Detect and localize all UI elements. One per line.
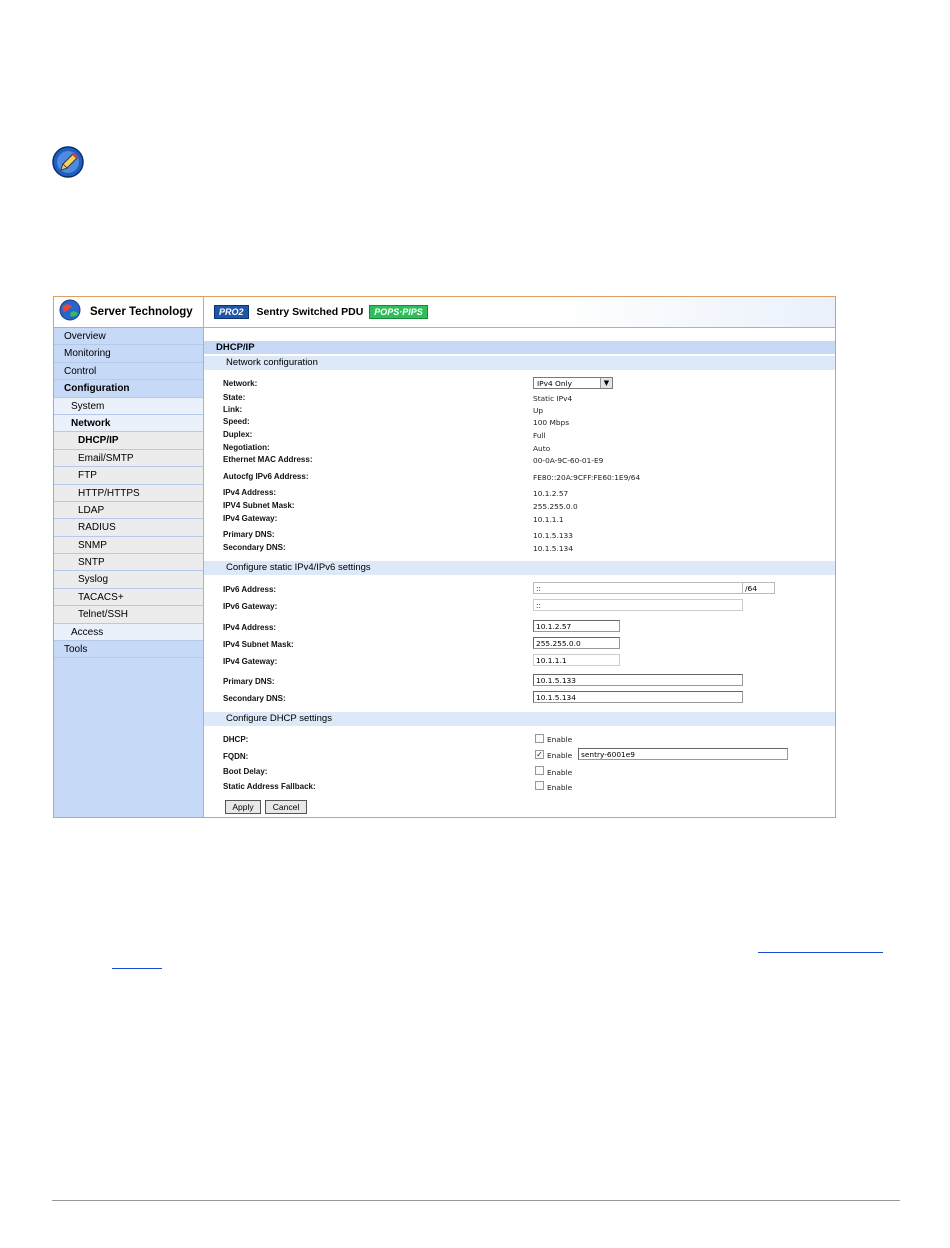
network-config-heading: Network configuration <box>204 356 835 370</box>
status-value: 10.1.2.57 <box>533 489 569 498</box>
ipv4-address-label: IPv4 Address: <box>223 623 277 632</box>
status-label: Autocfg IPv6 Address: <box>223 472 309 481</box>
ipv6-prefix-input[interactable]: /64 <box>742 582 775 594</box>
fqdn-enable-label: Enable <box>547 751 573 760</box>
sidebar-item-dhcp-ip[interactable]: DHCP/IP <box>54 432 203 449</box>
boot-delay-label: Boot Delay: <box>223 767 268 776</box>
fallback-enable-checkbox[interactable] <box>535 781 544 790</box>
sidebar-item-snmp[interactable]: SNMP <box>54 537 203 554</box>
ipv6-gateway-label: IPv6 Gateway: <box>223 602 278 611</box>
apply-button[interactable]: Apply <box>225 800 261 814</box>
sidebar-item-syslog[interactable]: Syslog <box>54 571 203 588</box>
cancel-button[interactable]: Cancel <box>265 800 307 814</box>
sidebar-item-network[interactable]: Network <box>54 415 203 432</box>
status-value: FE80::20A:9CFF:FE60:1E9/64 <box>533 473 641 482</box>
ipv4-gateway-label: IPv4 Gateway: <box>223 657 278 666</box>
sidebar-nav <box>54 328 203 658</box>
dhcp-enable-label: Enable <box>547 735 573 744</box>
status-label: Speed: <box>223 417 250 426</box>
sidebar-item-ftp[interactable]: FTP <box>54 467 203 484</box>
sidebar-item-tools[interactable]: Tools <box>54 641 203 658</box>
product-header <box>204 297 835 328</box>
static-config-heading: Configure static IPv4/IPv6 settings <box>204 561 835 575</box>
fqdn-enable-checkbox[interactable]: ✓ <box>536 750 543 759</box>
main-panel <box>204 297 835 817</box>
sidebar-item-http-https[interactable]: HTTP/HTTPS <box>54 485 203 502</box>
fqdn-input[interactable]: sentry-6001e9 <box>578 748 788 760</box>
sidebar-item-telnet-ssh[interactable]: Telnet/SSH <box>54 606 203 623</box>
product-title: Sentry Switched PDU <box>256 306 364 318</box>
dhcp-enable-checkbox[interactable] <box>535 734 544 743</box>
sidebar-item-overview[interactable]: Overview <box>54 328 203 345</box>
network-label: Network: <box>223 379 258 388</box>
secondary-dns-label: Secondary DNS: <box>223 694 286 703</box>
sidebar-item-ldap[interactable]: LDAP <box>54 502 203 519</box>
footer-divider <box>52 1200 900 1201</box>
ipv6-address-input[interactable]: :: <box>533 582 743 594</box>
sidebar-item-configuration[interactable]: Configuration <box>54 380 203 397</box>
boot-delay-enable-checkbox[interactable] <box>535 766 544 775</box>
chevron-down-icon[interactable]: ▼ <box>600 378 612 388</box>
brand-bar[interactable] <box>54 297 203 328</box>
pdu-web-ui-screenshot <box>53 296 836 818</box>
globe-logo-icon <box>58 298 82 326</box>
primary-dns-label: Primary DNS: <box>223 677 275 686</box>
fallback-enable-label: Enable <box>547 783 573 792</box>
primary-dns-input[interactable]: 10.1.5.133 <box>533 674 743 686</box>
dhcp-label: DHCP: <box>223 735 249 744</box>
status-value: 100 Mbps <box>533 418 570 427</box>
status-label: Secondary DNS: <box>223 543 286 552</box>
note-pencil-icon <box>52 146 84 178</box>
status-label: IPv4 Address: <box>223 488 277 497</box>
status-label: Negotiation: <box>223 443 270 452</box>
status-value: Static IPv4 <box>533 394 573 403</box>
status-value: 00-0A-9C-60-01-E9 <box>533 456 604 465</box>
status-label: IPv4 Gateway: <box>223 514 278 523</box>
sidebar <box>54 297 204 817</box>
status-label: IPV4 Subnet Mask: <box>223 501 295 510</box>
hyperlink-underline[interactable] <box>758 952 883 953</box>
secondary-dns-input[interactable]: 10.1.5.134 <box>533 691 743 703</box>
ipv4-mask-input[interactable]: 255.255.0.0 <box>533 637 620 649</box>
sidebar-item-access[interactable]: Access <box>54 624 203 641</box>
network-select[interactable] <box>533 377 613 389</box>
status-label: Link: <box>223 405 243 414</box>
status-label: Ethernet MAC Address: <box>223 455 313 464</box>
ipv6-address-label: IPv6 Address: <box>223 585 277 594</box>
network-select-value: IPv4 Only <box>537 379 572 388</box>
boot-delay-enable-label: Enable <box>547 768 573 777</box>
status-value: 10.1.5.133 <box>533 531 573 540</box>
sidebar-item-email-smtp[interactable]: Email/SMTP <box>54 450 203 467</box>
pops-pips-logo: POPS·PIPS <box>369 305 428 319</box>
status-label: Primary DNS: <box>223 530 275 539</box>
sidebar-item-radius[interactable]: RADIUS <box>54 519 203 536</box>
sidebar-item-tacacs[interactable]: TACACS+ <box>54 589 203 606</box>
fqdn-label: FQDN: <box>223 752 249 761</box>
fallback-label: Static Address Fallback: <box>223 782 316 791</box>
brand-name: Server Technology <box>90 306 193 318</box>
sidebar-item-system[interactable]: System <box>54 398 203 415</box>
hyperlink-underline-continued[interactable] <box>112 968 162 969</box>
ipv4-address-input[interactable]: 10.1.2.57 <box>533 620 620 632</box>
status-label: State: <box>223 393 246 402</box>
status-value: 10.1.1.1 <box>533 515 564 524</box>
status-value: 255.255.0.0 <box>533 502 578 511</box>
ipv4-mask-label: IPv4 Subnet Mask: <box>223 640 294 649</box>
status-label: Duplex: <box>223 430 253 439</box>
ipv4-gateway-input[interactable]: 10.1.1.1 <box>533 654 620 666</box>
dhcp-config-heading: Configure DHCP settings <box>204 712 835 726</box>
status-value: Full <box>533 431 546 440</box>
pro2-logo: PRO2 <box>214 305 249 319</box>
page-title: DHCP/IP <box>204 341 835 354</box>
sidebar-item-control[interactable]: Control <box>54 363 203 380</box>
sidebar-item-sntp[interactable]: SNTP <box>54 554 203 571</box>
status-value: Up <box>533 406 544 415</box>
ipv6-gateway-input[interactable]: :: <box>533 599 743 611</box>
sidebar-item-monitoring[interactable]: Monitoring <box>54 345 203 362</box>
status-value: 10.1.5.134 <box>533 544 573 553</box>
status-value: Auto <box>533 444 551 453</box>
